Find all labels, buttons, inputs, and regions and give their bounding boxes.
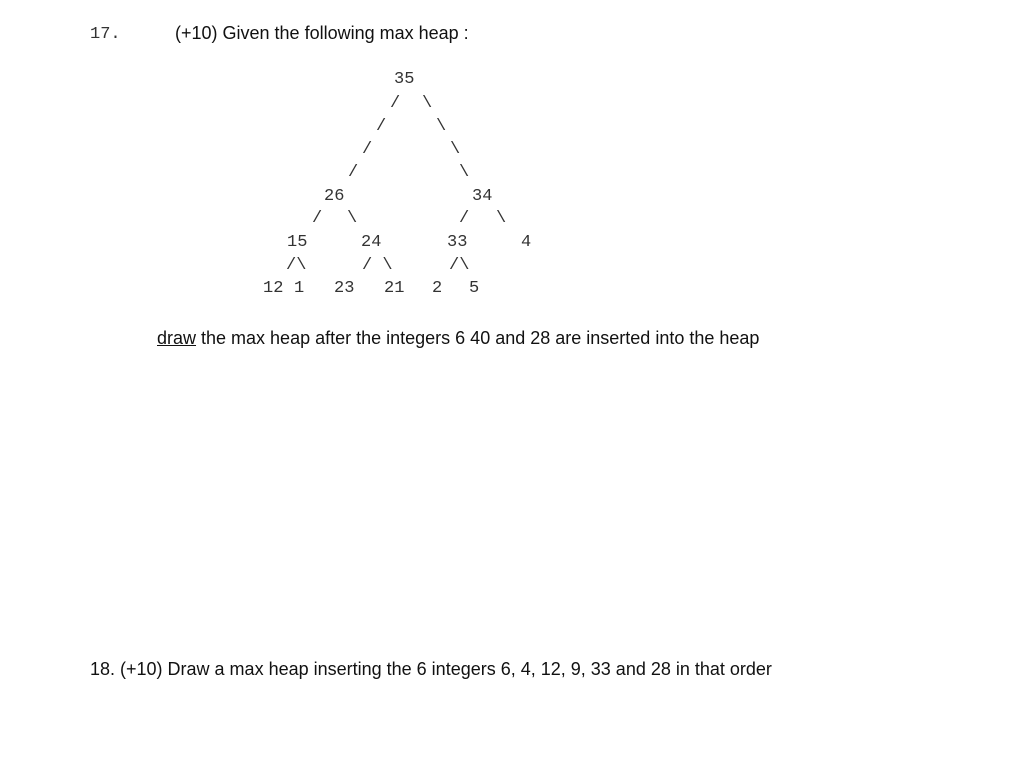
- heap-edge: \: [422, 94, 433, 113]
- question-17-instruction: [157, 329, 759, 347]
- heap-node-15: 15: [287, 233, 308, 252]
- heap-edge: \: [450, 140, 461, 159]
- heap-edge: / \: [362, 256, 393, 275]
- instruction-text: the max heap after the integers 6 40 and 28 are inserted into the heap: [196, 328, 760, 348]
- heap-node-left: 26: [324, 187, 345, 206]
- heap-edge: \: [459, 163, 470, 182]
- heap-node-right: 34: [472, 187, 493, 206]
- heap-edge: /: [312, 209, 323, 228]
- instruction-emphasis: draw: [157, 328, 197, 348]
- heap-edge: /: [348, 163, 359, 182]
- heap-edge: \: [496, 209, 507, 228]
- heap-edge: \: [436, 117, 447, 136]
- heap-edge: /\: [286, 256, 307, 275]
- heap-node-1: 1: [294, 279, 305, 298]
- question-18-text: 18. (+10) Draw a max heap inserting the 6 integers 6, 4, 12, 9, 33 and 28 in that order: [90, 659, 772, 679]
- heap-edge: \: [347, 209, 358, 228]
- heap-edge: /: [390, 94, 401, 113]
- heap-edge: /: [362, 140, 373, 159]
- heap-node-4: 4: [521, 233, 532, 252]
- heap-node-21: 21: [384, 279, 405, 298]
- heap-node-2: 2: [432, 279, 443, 298]
- heap-edge: /: [459, 209, 470, 228]
- heap-edge: /: [376, 117, 387, 136]
- heap-node-33: 33: [447, 233, 468, 252]
- heap-node-5: 5: [469, 279, 480, 298]
- heap-node-12: 12: [263, 279, 284, 298]
- heap-node-24: 24: [361, 233, 382, 252]
- question-17-prompt: (+10) Given the following max heap :: [175, 23, 469, 43]
- question-17-number: 17.: [90, 25, 121, 44]
- heap-node-root: 35: [394, 70, 415, 89]
- heap-node-23: 23: [334, 279, 355, 298]
- heap-edge: /\: [449, 256, 470, 275]
